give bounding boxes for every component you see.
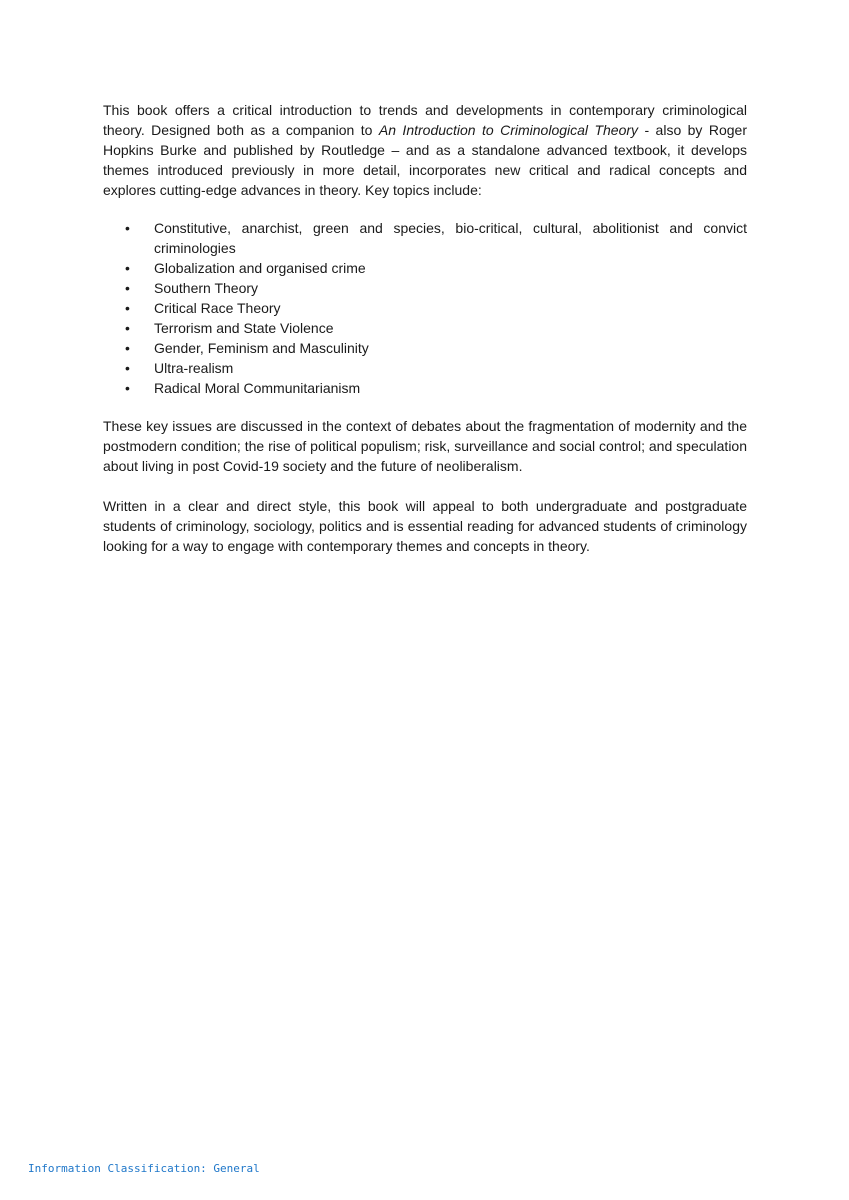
list-item: • Gender, Feminism and Masculinity (103, 338, 747, 358)
key-topics-list (103, 218, 747, 398)
list-item: • Globalization and organised crime (103, 258, 747, 278)
document-body (103, 100, 747, 556)
intro-paragraph (103, 100, 747, 200)
list-item: • Critical Race Theory (103, 298, 747, 318)
list-item: • Ultra-realism (103, 358, 747, 378)
list-item: • Southern Theory (103, 278, 747, 298)
list-item: • Terrorism and State Violence (103, 318, 747, 338)
context-paragraph: These key issues are discussed in the context of debates about the fragmentation of modernity and the postmodern condition; the rise of political populism; risk, surveillance and social control; and speculation about living in post Covid-19 society and the future of neoliberalism. (103, 418, 747, 474)
list-item: • Radical Moral Communitarianism (103, 378, 747, 398)
list-item: • Constitutive, anarchist, green and species, bio-critical, cultural, abolitionist and convict criminologies (103, 218, 747, 258)
intro-text-part2: - also by Roger Hopkins Burke and published by Routledge – and as a standalone advanced textbook, it develops themes introduced previously in more detail, incorporates new critical and radical concepts and explores cutting-edge advances in theory. Key topics include: (103, 122, 747, 198)
classification-footer: Information Classification: General (28, 1162, 260, 1175)
audience-paragraph: Written in a clear and direct style, this book will appeal to both undergraduate and postgraduate students of criminology, sociology, politics and is essential reading for advanced students of criminology looking for a way to engage with contemporary themes and concepts in theory. (103, 498, 747, 554)
book-title-italic: An Introduction to Criminological Theory (378, 122, 639, 138)
intro-text-part1: This book offers a critical introduction to trends and developments in contemporary criminological theory. Designed both as a companion to (103, 102, 747, 138)
